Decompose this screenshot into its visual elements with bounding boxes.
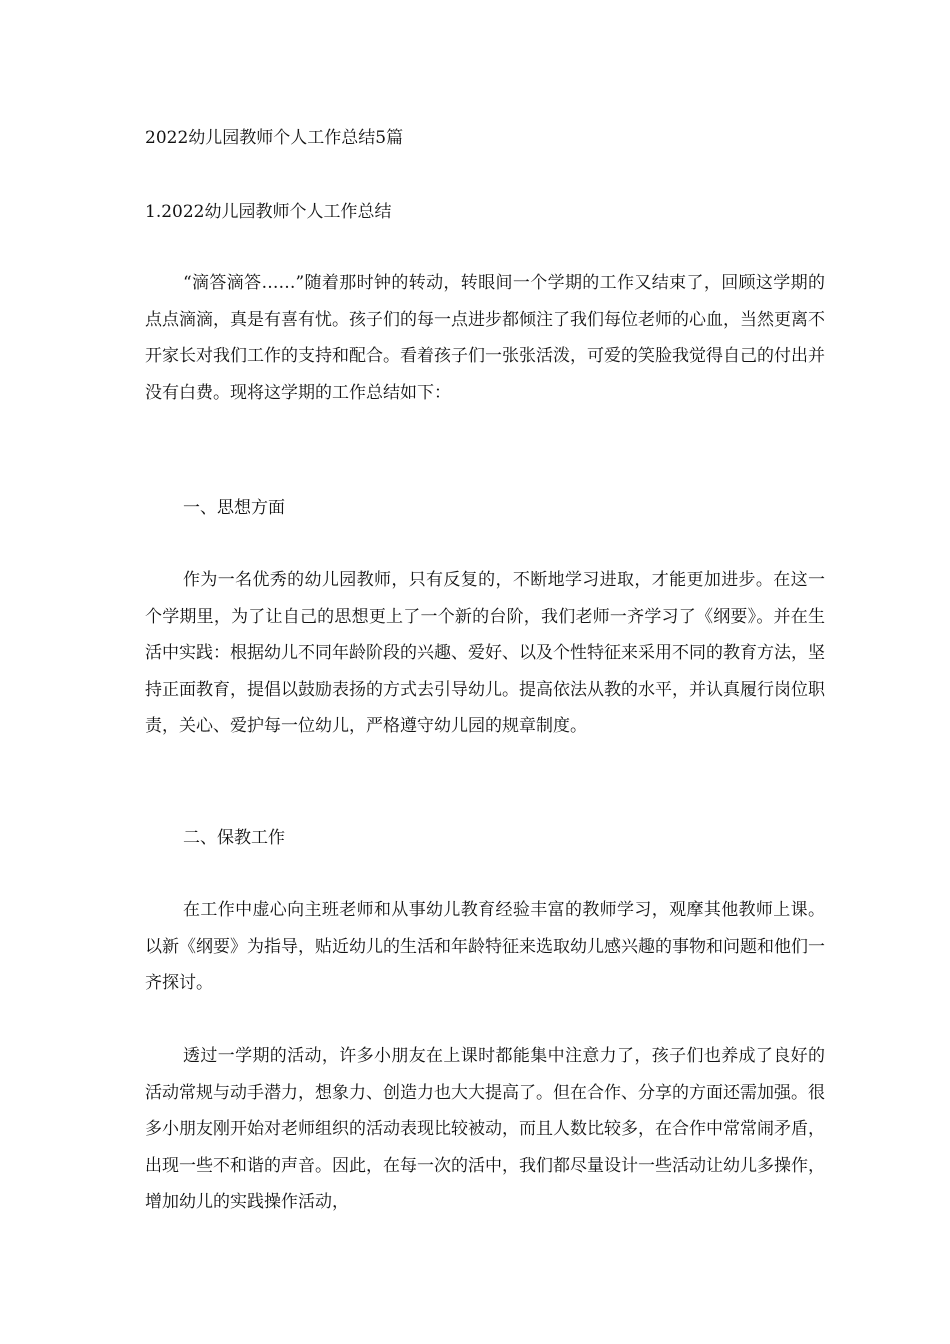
document-title: 2022幼儿园教师个人工作总结5篇 [145,128,404,148]
section-title: 1.2022幼儿园教师个人工作总结 [145,202,392,222]
heading-teaching: 二、保教工作 [183,828,285,848]
document-page [145,0,825,1344]
thought-paragraph: 作为一名优秀的幼儿园教师，只有反复的，不断地学习进取，才能更加进步。在这一个学期里，为了让自己的思想更上了一个新的台阶，我们老师一齐学习了《纲要》。并在生活中实践：根据幼儿不同年龄阶段的兴趣、爱好、以及个性特征来采用不同的教育方法，坚持正面教育，提倡以鼓励表扬的方式去引导幼儿。提高依法从教的水平，并认真履行岗位职责，关心、爱护每一位幼儿，严格遵守幼儿园的规章制度。 [145,570,825,736]
intro-paragraph: “滴答滴答……”随着那时钟的转动，转眼间一个学期的工作又结束了，回顾这学期的点点滴滴，真是有喜有忧。孩子们的每一点进步都倾注了我们每位老师的心血，当然更离不开家长对我们工作的支持和配合。看着孩子们一张张活泼，可爱的笑脸我觉得自己的付出并没有白费。现将这学期的工作总结如下： [145,273,825,403]
activity-paragraph: 透过一学期的活动，许多小朋友在上课时都能集中注意力了，孩子们也养成了良好的活动常规与动手潜力，想象力、创造力也大大提高了。但在合作、分享的方面还需加强。很多小朋友刚开始对老师组织的活动表现比较被动，而且人数比较多，在合作中常常闹矛盾，出现一些不和谐的声音。因此，在每一次的活中，我们都尽量设计一些活动让幼儿多操作，增加幼儿的实践操作活动， [145,1046,825,1212]
heading-thought: 一、思想方面 [183,498,285,518]
teaching-paragraph: 在工作中虚心向主班老师和从事幼儿教育经验丰富的教师学习，观摩其他教师上课。以新《纲要》为指导，贴近幼儿的生活和年龄特征来选取幼儿感兴趣的事物和问题和他们一齐探讨。 [145,900,825,993]
